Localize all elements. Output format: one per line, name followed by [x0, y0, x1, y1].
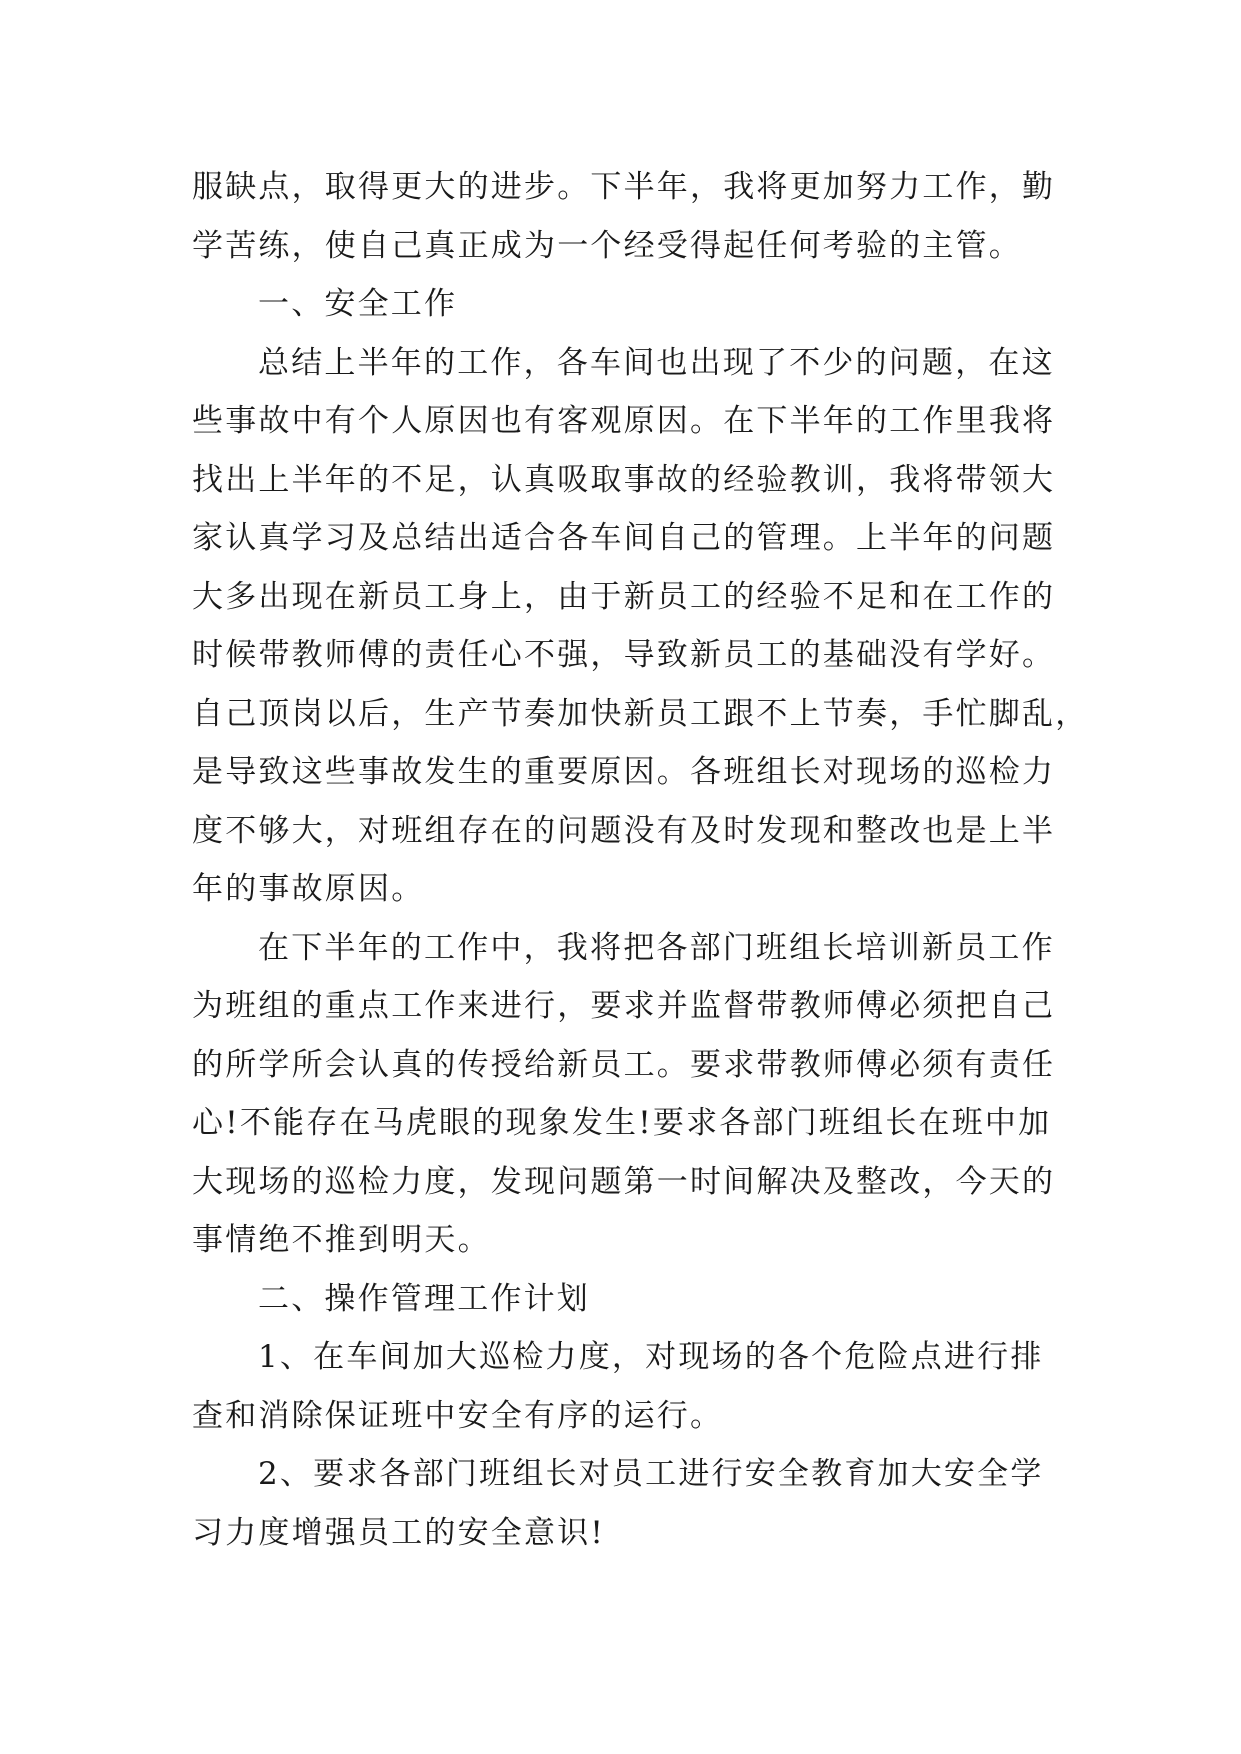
text-line: 心!不能存在马虎眼的现象发生!要求各部门班组长在班中加 — [192, 1105, 1052, 1141]
text-line: 1、在车间加大巡检力度，对现场的各个危险点进行排 — [258, 1339, 1044, 1375]
text-line: 总结上半年的工作，各车间也出现了不少的问题，在这 — [258, 344, 1055, 381]
text-line: 大现场的巡检力度，发现问题第一时间解决及整改，今天的 — [192, 1163, 1056, 1200]
text-line: 是导致这些事故发生的重要原因。各班组长对现场的巡检力 — [192, 754, 1056, 790]
text-line: 一、安全工作 — [258, 286, 458, 322]
text-line: 为班组的重点工作来进行，要求并监督带教师傅必须把自己 — [192, 988, 1056, 1024]
document-body — [192, 158, 1089, 1562]
text-line: 服缺点，取得更大的进步。下半年，我将更加努力工作，勤 — [192, 169, 1056, 205]
text-line: 事情绝不推到明天。 — [192, 1222, 491, 1258]
text-line: 自己顶岗以后，生产节奏加快新员工跟不上节奏，手忙脚乱， — [192, 695, 1089, 732]
text-line: 学苦练，使自己真正成为一个经受得起任何考验的主管。 — [192, 227, 1022, 264]
text-line: 查和消除保证班中安全有序的运行。 — [192, 1397, 724, 1434]
text-line: 二、操作管理工作计划 — [258, 1280, 590, 1317]
text-line: 大多出现在新员工身上，由于新员工的经验不足和在工作的 — [192, 578, 1056, 615]
text-line: 些事故中有个人原因也有客观原因。在下半年的工作里我将 — [192, 403, 1056, 439]
text-line: 度不够大，对班组存在的问题没有及时发现和整改也是上半 — [192, 812, 1056, 849]
text-line: 2、要求各部门班组长对员工进行安全教育加大安全学 — [258, 1456, 1044, 1492]
text-line: 的所学所会认真的传授给新员工。要求带教师傅必须有责任 — [192, 1046, 1056, 1083]
text-line: 在下半年的工作中，我将把各部门班组长培训新员工作 — [258, 929, 1055, 966]
text-line: 时候带教师傅的责任心不强，导致新员工的基础没有学好。 — [192, 637, 1056, 673]
text-line: 习力度增强员工的安全意识! — [192, 1514, 606, 1551]
text-line: 年的事故原因。 — [192, 871, 425, 907]
text-line: 家认真学习及总结出适合各车间自己的管理。上半年的问题 — [192, 520, 1056, 556]
text-line: 找出上半年的不足，认真吸取事故的经验教训，我将带领大 — [192, 461, 1056, 498]
